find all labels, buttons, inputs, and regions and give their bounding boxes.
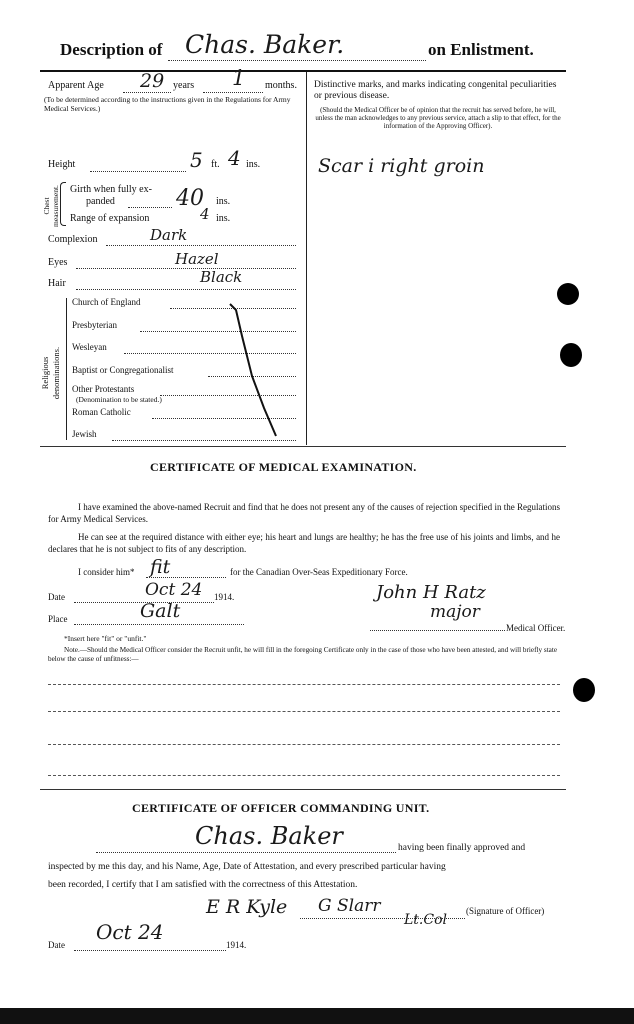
medical-date-year: 1914. (214, 592, 235, 602)
religion-wesleyan: Wesleyan (72, 342, 107, 352)
unfit-note: Note.—Should the Medical Officer consider the Recruit unfit, he will fill in the foregoing Certificate only in the case of those who have been attested, and will briefly state below the cause of unfitness:— (48, 646, 558, 663)
medical-date-value: Oct 24 (145, 580, 203, 600)
religion-brace (66, 298, 71, 440)
commanding-signature-right: G Slarr (318, 896, 381, 916)
commanding-line2: inspected by me this day, and his Name, Age, Date of Attestation, and every prescribed particular having (48, 862, 446, 872)
religion-roman-catholic: Roman Catholic (72, 407, 131, 417)
girth-label-1: Girth when fully ex- (70, 184, 152, 195)
commanding-signature-extra: Lt.Col (404, 912, 447, 928)
scan-edge (0, 1008, 634, 1024)
unfit-reason-line-1 (48, 684, 560, 685)
insert-note: *Insert here "fit" or "unfit." (64, 634, 147, 643)
consider-suffix: for the Canadian Over-Seas Expeditionary Force. (230, 567, 408, 577)
unfit-reason-line-2 (48, 711, 560, 712)
marks-heading: Distinctive marks, and marks indicating congenital peculiarities or previous disease. (314, 80, 557, 101)
height-label: Height (48, 159, 76, 170)
consider-value: fit (150, 556, 171, 578)
commanding-line3: been recorded, I certify that I am satisfied with the correctness of this Attestation. (48, 880, 358, 890)
medical-officer-line (370, 630, 505, 631)
eyes-line (76, 268, 296, 269)
punch-hole-1 (557, 283, 579, 305)
commanding-title: CERTIFICATE OF OFFICER COMMANDING UNIT. (132, 801, 430, 815)
religion-baptist: Baptist or Congregationalist (72, 365, 174, 375)
complexion-value: Dark (150, 226, 188, 244)
girth-line (128, 207, 172, 208)
medical-place-value: Galt (140, 600, 181, 622)
commanding-date-line (74, 950, 226, 951)
hair-label: Hair (48, 278, 66, 289)
header-prefix: Description of (60, 40, 163, 59)
marks-value: Scar i right groin (318, 155, 485, 177)
header-suffix: on Enlistment. (428, 40, 534, 59)
religion-other-protestants: Other Protestants (72, 384, 135, 394)
religion-pen-stroke (222, 296, 292, 446)
column-divider (306, 72, 307, 445)
commanding-line1-suffix: having been finally approved and (398, 843, 526, 853)
years-label: years (173, 80, 195, 91)
commanding-date-year: 1914. (226, 940, 247, 950)
age-note: (To be determined according to the instructions given in the Regulations for Army Medical Services.) (44, 95, 291, 113)
commanding-signature-label: (Signature of Officer) (466, 906, 545, 916)
commanding-date-label: Date (48, 940, 65, 950)
denomination-note: (Denomination to be stated.) (76, 395, 162, 404)
punch-hole-2 (560, 343, 582, 367)
apparent-age-label: Apparent Age (48, 80, 104, 91)
unfit-reason-line-4 (48, 775, 560, 776)
hair-line (76, 289, 296, 290)
medical-para1: I have examined the above-named Recruit and find that he does not present any of the causes of rejection specified in the Regulations for Army Medical Services. (48, 502, 560, 524)
chest-label: Chest measurement. (42, 185, 60, 227)
religion-church-of-england: Church of England (72, 297, 141, 307)
eyes-label: Eyes (48, 257, 68, 268)
medical-officer-rank: major (430, 602, 480, 622)
months-label: months. (265, 80, 297, 91)
expansion-unit: ins. (216, 213, 231, 224)
medical-title: CERTIFICATE OF MEDICAL EXAMINATION. (150, 460, 417, 474)
age-years-value: 29 (140, 70, 165, 92)
commanding-name-value: Chas. Baker (195, 822, 343, 850)
section-rule-1 (40, 446, 566, 447)
commanding-date-value: Oct 24 (96, 920, 164, 944)
height-unit: ft. (211, 159, 220, 170)
medical-date-label: Date (48, 592, 65, 602)
punch-hole-3 (573, 678, 595, 702)
chest-brace (60, 182, 66, 226)
girth-unit: ins. (216, 196, 231, 207)
height-line (90, 171, 186, 172)
medical-officer-signature: John H Ratz (376, 582, 486, 603)
medical-officer-label: Medical Officer. (506, 623, 566, 633)
religion-presbyterian: Presbyterian (72, 320, 117, 330)
medical-place-line (74, 624, 244, 625)
commanding-signature-left: E R Kyle (206, 896, 288, 918)
commanding-signature-line (300, 918, 465, 919)
complexion-line (106, 245, 296, 246)
commanding-name-line (96, 852, 396, 853)
girth-label-2: panded (86, 196, 115, 207)
age-years-line (123, 92, 171, 93)
medical-para2: He can see at the required distance with either eye; his heart and lungs are healthy; he has the free use of his joints and limbs, and he declares that he is not subject to fits of any description. (48, 532, 560, 554)
religions-label: Religious denominations. (40, 346, 61, 400)
medical-place-label: Place (48, 614, 68, 624)
girth-value: 40 (176, 186, 204, 211)
complexion-label: Complexion (48, 234, 98, 245)
age-months-line (203, 92, 263, 93)
expansion-label: Range of expansion (70, 213, 150, 224)
expansion-value: 4 (200, 205, 210, 223)
marks-note: (Should the Medical Officer be of opinion that the recruit has served before, he will, unless the man acknowledges to any previous service, attach a slip to that effect, for the information of the Approving Officer). (315, 106, 561, 130)
recruit-name-header: Chas. Baker. (185, 30, 345, 59)
hair-value: Black (200, 268, 243, 286)
eyes-value: Hazel (175, 250, 219, 268)
religion-jewish: Jewish (72, 429, 97, 439)
inches-label: ins. (246, 159, 261, 170)
height-inches-value: 4 (228, 146, 241, 170)
section-rule-2 (40, 789, 566, 790)
age-months-value: 1 (232, 66, 246, 90)
top-rule (40, 70, 566, 72)
unfit-reason-line-3 (48, 744, 560, 745)
header-name-line (168, 60, 426, 61)
consider-label: I consider him* (78, 567, 135, 577)
height-value: 5 (190, 148, 203, 172)
